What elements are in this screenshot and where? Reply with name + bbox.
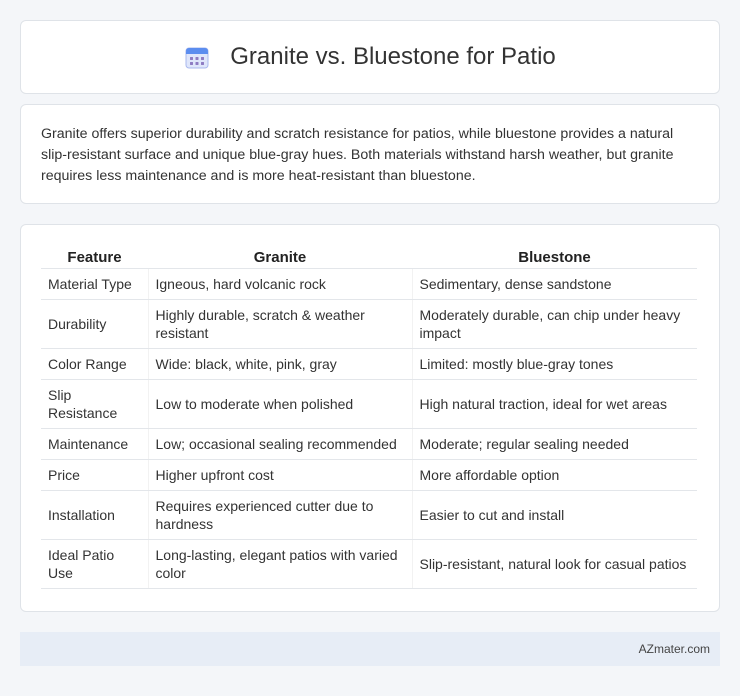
header-feature: Feature [41, 245, 148, 268]
header-bluestone: Bluestone [412, 245, 697, 268]
table-row [41, 459, 697, 490]
feature-cell: Color Range [41, 348, 148, 379]
granite-cell: Higher upfront cost [148, 459, 412, 490]
granite-cell: Low to moderate when polished [148, 379, 412, 428]
table-header-row [41, 245, 697, 268]
calendar-grid-icon [184, 44, 210, 70]
feature-cell: Ideal Patio Use [41, 539, 148, 588]
granite-cell: Igneous, hard volcanic rock [148, 268, 412, 299]
title-card [20, 20, 720, 94]
bluestone-cell: Moderately durable, can chip under heavy impact [412, 299, 697, 348]
header-granite: Granite [148, 245, 412, 268]
feature-cell: Durability [41, 299, 148, 348]
bluestone-cell: Moderate; regular sealing needed [412, 428, 697, 459]
comparison-table [41, 245, 697, 589]
bluestone-cell: High natural traction, ideal for wet areas [412, 379, 697, 428]
table-row [41, 539, 697, 588]
feature-cell: Maintenance [41, 428, 148, 459]
footer [20, 632, 720, 666]
bluestone-cell: Easier to cut and install [412, 490, 697, 539]
comparison-table-card [20, 224, 720, 612]
page-title: Granite vs. Bluestone for Patio [230, 43, 556, 70]
footer-site-link[interactable]: AZmater.com [638, 642, 710, 656]
feature-cell: Installation [41, 490, 148, 539]
feature-cell: Material Type [41, 268, 148, 299]
granite-cell: Low; occasional sealing recommended [148, 428, 412, 459]
granite-cell: Highly durable, scratch & weather resistant [148, 299, 412, 348]
title-wrap [184, 43, 556, 71]
table-row [41, 348, 697, 379]
bluestone-cell: Slip-resistant, natural look for casual patios [412, 539, 697, 588]
table-row [41, 268, 697, 299]
bluestone-cell: Sedimentary, dense sandstone [412, 268, 697, 299]
bluestone-cell: Limited: mostly blue-gray tones [412, 348, 697, 379]
bluestone-cell: More affordable option [412, 459, 697, 490]
table-row [41, 379, 697, 428]
feature-cell: Slip Resistance [41, 379, 148, 428]
table-row [41, 490, 697, 539]
summary-text: Granite offers superior durability and scratch resistance for patios, while bluestone provides a natural slip-resistant surface and unique blue-gray hues. Both materials withstand harsh weather, but granite requires less maintenance and is more heat-resistant than bluestone. [41, 126, 674, 184]
granite-cell: Long-lasting, elegant patios with varied color [148, 539, 412, 588]
granite-cell: Requires experienced cutter due to hardness [148, 490, 412, 539]
table-row [41, 428, 697, 459]
table-row [41, 299, 697, 348]
granite-cell: Wide: black, white, pink, gray [148, 348, 412, 379]
summary-card [20, 104, 720, 204]
feature-cell: Price [41, 459, 148, 490]
